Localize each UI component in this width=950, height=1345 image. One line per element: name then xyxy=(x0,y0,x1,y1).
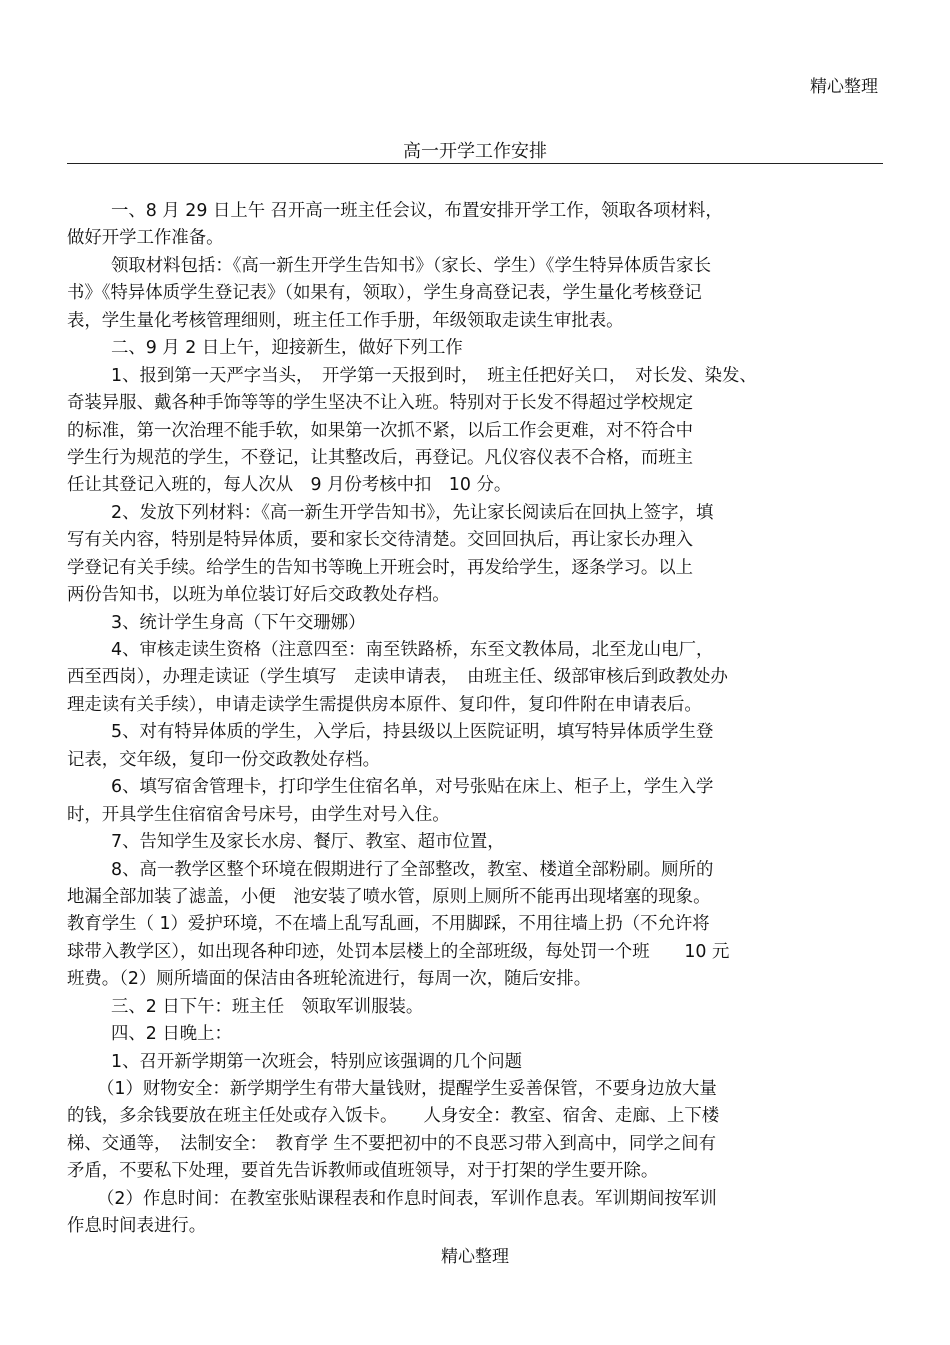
text-line: 矛盾，不要私下处理，要首先告诉教师或值班领导，对于打架的学生要开除。 xyxy=(67,1161,659,1182)
text-line: 做好开学工作准备。 xyxy=(67,228,224,249)
text-line: 7、告知学生及家长水房、餐厅、教室、超市位置， xyxy=(111,832,505,853)
text-line: 二、9 月 2 日上午，迎接新生，做好下列工作 xyxy=(111,338,463,359)
footer-note: 精心整理 xyxy=(441,1247,509,1267)
text-line: 学登记有关手续。给学生的告知书等晚上开班会时，再发给学生，逐条学习。以上 xyxy=(67,557,694,578)
text-line: 的标准，第一次治理不能手软，如果第一次抓不紧，以后工作会更难，对不符合中 xyxy=(67,420,694,441)
text-line: 班费。（2）厕所墙面的保洁由各班轮流进行，每周一次，随后安排。 xyxy=(67,969,592,990)
text-line: 的钱，多余钱要放在班主任处或存入饭卡。 人身安全：教室、宿舍、走廊、上下楼 xyxy=(67,1106,720,1127)
text-line: 6、填写宿舍管理卡，打印学生住宿名单，对号张贴在床上、柜子上，学生入学 xyxy=(111,777,714,798)
text-line: 一、8 月 29 日上午 召开高一班主任会议，布置安排开学工作，领取各项材料， xyxy=(111,201,723,221)
text-line: 任让其登记入班的，每人次从 9 月份考核中扣 10 分。 xyxy=(67,475,512,496)
text-line: 地漏全部加装了滤盖，小便 池安装了喷水管，原则上厕所不能再出现堵塞的现象。 xyxy=(67,886,711,907)
title-rule xyxy=(67,163,883,164)
text-line: 两份告知书，以班为单位装订好后交政教处存档。 xyxy=(67,585,450,606)
text-line: 三、2 日下午：班主任 领取军训服装。 xyxy=(111,996,424,1017)
text-line: 学生行为规范的学生，不登记，让其整改后，再登记。凡仪容仪表不合格，而班主 xyxy=(67,447,694,468)
text-line: 写有关内容，特别是特异体质，要和家长交待清楚。交回回执后，再让家长办理入 xyxy=(67,530,694,551)
text-line: 2、发放下列材料：《高一新生开学告知书》，先让家长阅读后在回执上签字，填 xyxy=(111,502,714,523)
text-line: 1、报到第一天严字当头， 开学第一天报到时， 班主任把好关口， 对长发、染发、 xyxy=(111,365,757,386)
text-line: （1）财物安全：新学期学生有带大量钱财，提醒学生妥善保管，不要身边放大量 xyxy=(97,1079,717,1099)
text-line: 四、2 日晚上： xyxy=(111,1024,232,1045)
text-line: 书》《特异体质学生登记表》（如果有，领取），学生身高登记表，学生量化考核登记 xyxy=(67,283,702,304)
text-line: 时，开具学生住宿宿舍号床号，由学生对号入住。 xyxy=(67,804,450,825)
document-body xyxy=(67,198,885,1241)
text-line: 西至西岗），办理走读证（学生填写 走读申请表， 由班主任、级部审核后到政教处办 xyxy=(67,667,728,688)
text-line: 球带入教学区），如出现各种印迹，处罚本层楼上的全部班级，每处罚一个班 10 元 xyxy=(67,941,730,962)
header-note: 精心整理 xyxy=(810,77,878,97)
text-line: 表，学生量化考核管理细则，班主任工作手册，年级领取走读生审批表。 xyxy=(67,310,624,331)
text-line: （2）作息时间：在教室张贴课程表和作息时间表，军训作息表。军训期间按军训 xyxy=(97,1188,717,1209)
text-line: 教育学生（ 1）爱护环境，不在墙上乱写乱画，不用脚踩，不用往墙上扔（不允许将 xyxy=(67,914,710,935)
text-line: 3、统计学生身高（下午交珊娜） xyxy=(111,612,366,633)
text-line: 领取材料包括：《高一新生开学生告知书》（家长、学生）《学生特异体质告家长 xyxy=(111,255,711,276)
document-title: 高一开学工作安排 xyxy=(403,141,547,162)
text-line: 奇装异服、戴各种手饰等等的学生坚决不让入班。特别对于长发不得超过学校规定 xyxy=(67,393,694,414)
text-line: 1、召开新学期第一次班会，特别应该强调的几个问题 xyxy=(111,1051,523,1072)
text-line: 4、审核走读生资格（注意四至：南至铁路桥，东至文教体局，北至龙山电厂， xyxy=(111,640,714,660)
text-line: 理走读有关手续），申请走读学生需提供房本原件、复印件，复印件附在申请表后。 xyxy=(67,694,702,715)
text-line: 5、对有特异体质的学生，入学后，持县级以上医院证明，填写特异体质学生登 xyxy=(111,722,714,743)
text-line: 8、高一教学区整个环境在假期进行了全部整改，教室、楼道全部粉刷。厕所的 xyxy=(111,859,714,880)
text-line: 记表，交年级，复印一份交政教处存档。 xyxy=(67,749,381,770)
text-line: 梯、交通等， 法制安全： 教育学 生不要把初中的不良恶习带入到高中，同学之间有 xyxy=(67,1133,716,1154)
text-line: 作息时间表进行。 xyxy=(67,1216,207,1237)
